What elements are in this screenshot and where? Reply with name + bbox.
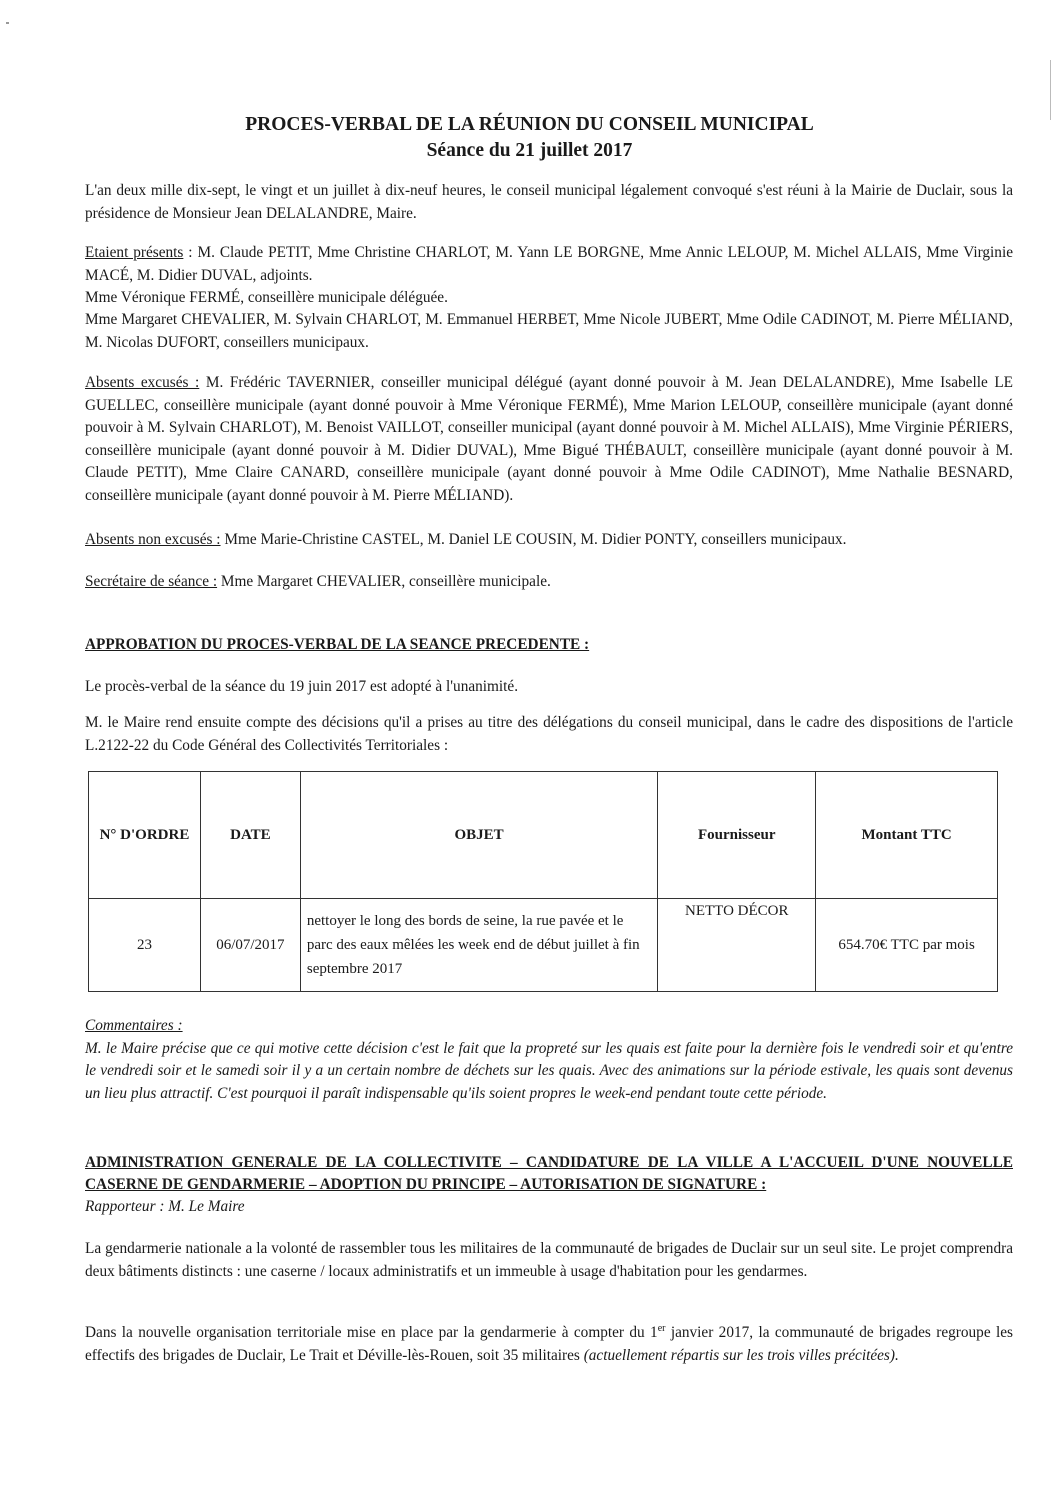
scan-edge: [1050, 60, 1051, 120]
presents-text: : M. Claude PETIT, Mme Christine CHARLOT, M. Yann LE BORGNE, Mme Annic LELOUP, M. Michel ALLAIS, Mme Virginie MACÉ, M. Didier DUVAL, adjoints.: [85, 244, 1013, 284]
presents-label: Etaient présents: [85, 244, 184, 261]
organisation-paragraph: [85, 1318, 1013, 1367]
table-row: [89, 899, 998, 992]
non-excuses-label: Absents non excusés :: [85, 531, 221, 548]
commentaires-block: [85, 1015, 1013, 1105]
organisation-text-b: janvier 2017, la communauté de brigades regroupe les effectifs des brigades de Duclair, Le Trait et Déville-lès-Rouen, soit 35 militaires: [85, 1324, 1013, 1364]
scan-mark: [6, 22, 9, 24]
administration-heading: ADMINISTRATION GENERALE DE LA COLLECTIVITE – CANDIDATURE DE LA VILLE A L'ACCUEIL D'UNE NOUVELLE CASERNE DE GENDARMERIE – ADOPTION DU PRINCIPE – AUTORISATION DE SIGNATURE :: [85, 1154, 1013, 1193]
approbation-heading: APPROBATION DU PROCES-VERBAL DE LA SEANCE PRECEDENTE :: [85, 636, 590, 653]
header-numero: N° D'ORDRE: [89, 772, 201, 899]
session-date: Séance du 21 juillet 2017: [426, 140, 633, 161]
organisation-sup: er: [657, 1323, 666, 1334]
organisation-italic: (actuellement répartis sur les trois villes précitées).: [583, 1346, 899, 1364]
gendarmerie-paragraph: La gendarmerie nationale a la volonté de rassembler tous les militaires de la communauté de brigades de Duclair sur un seul site. Le projet comprendra deux bâtiments distincts : une caserne / locaux administratifs et un immeuble à usage d'habitation pour les gendarmes.: [85, 1240, 1013, 1280]
organisation-text-a: Dans la nouvelle organisation territoriale mise en place par la gendarmerie à compter du 1: [85, 1324, 658, 1342]
cell-objet: nettoyer le long des bords de seine, la rue pavée et le parc des eaux mêlées les week end de début juillet à fin septembre 2017: [300, 899, 657, 992]
non-excuses-text: Mme Marie-Christine CASTEL, M. Daniel LE COUSIN, M. Didier PONTY, conseillers municipaux.: [220, 531, 847, 548]
excuses-label: Absents excusés :: [85, 374, 200, 391]
decisions-table: [88, 771, 998, 992]
cell-date: 06/07/2017: [200, 899, 300, 992]
header-objet: OBJET: [300, 772, 657, 899]
cell-fournisseur: NETTO DÉCOR: [658, 899, 816, 992]
cell-numero: 23: [89, 899, 201, 992]
presents-paragraph: [85, 242, 1013, 287]
non-excuses-paragraph: [85, 529, 1013, 552]
secretaire-label: Secrétaire de séance :: [85, 573, 218, 590]
presents-delegated: Mme Véronique FERMÉ, conseillère municipale déléguée.: [85, 289, 448, 306]
cell-montant: 654.70€ TTC par mois: [816, 899, 998, 992]
excuses-paragraph: [85, 372, 1013, 507]
excuses-text: M. Frédéric TAVERNIER, conseiller municipal délégué (ayant donné pouvoir à M. Jean DELALANDRE), Mme Isabelle LE GUELLEC, conseillère municipale (ayant donné pouvoir à Mme Véronique FERMÉ), Mme Marion LELOUP, conseillère municipale (ayant donné pouvoir à M. Sylvain CHARLOT), M. Benoist VAILLOT, conseiller municipal (ayant donné pouvoir à M. Michel ALLAIS), Mme Virginie PÉRIERS, conseillère municipale (ayant donné pouvoir à M. Didier DUVAL), Mme Bigué THÉBAULT, conseillère municipale (ayant donné pouvoir à M. Claude PETIT), Mme Claire CANARD, conseillère municipale (ayant donné pouvoir à Mme Odile CADINOT), Mme Nathalie BESNARD, conseillère municipale (ayant donné pouvoir à M. Pierre MÉLIAND).: [85, 374, 1014, 504]
header-date: DATE: [200, 772, 300, 899]
rapporteur-line: Rapporteur : M. Le Maire: [85, 1198, 245, 1215]
commentaires-text: M. le Maire précise que ce qui motive cette décision c'est le fait que la propreté sur les quais est faite pour la dernière fois le vendredi soir et qu'entre le vendredi soir et le samedi soir il y a un certain nombre de déchets sur les quais. Avec des animations sur la période estivale, les quais sont devenus un lieu plus attractif. C'est pourquoi il paraît indispensable qu'ils soient propres le week-end pendant toute cette période.: [85, 1039, 1013, 1102]
approbation-text: Le procès-verbal de la séance du 19 juin 2017 est adopté à l'unanimité.: [85, 678, 519, 695]
document-title: PROCES-VERBAL DE LA RÉUNION DU CONSEIL MUNICIPAL: [245, 114, 814, 135]
maire-decisions-text: M. le Maire rend ensuite compte des décisions qu'il a prises au titre des délégations du conseil municipal, dans le cadre des dispositions de l'article L.2122-22 du Code Général des Collectivités Territoriales :: [85, 714, 1013, 754]
intro-paragraph: L'an deux mille dix-sept, le vingt et un juillet à dix-neuf heures, le conseil municipal légalement convoqué s'est réuni à la Mairie de Duclair, sous la présidence de Monsieur Jean DELALANDRE, Maire.: [85, 182, 1013, 222]
header-montant: Montant TTC: [816, 772, 998, 899]
table-header-row: [89, 772, 998, 899]
secretaire-text: Mme Margaret CHEVALIER, conseillère municipale.: [217, 573, 551, 590]
commentaires-label: Commentaires :: [85, 1017, 183, 1034]
presents-councillors: Mme Margaret CHEVALIER, M. Sylvain CHARLOT, M. Emmanuel HERBET, Mme Nicole JUBERT, Mme Odile CADINOT, M. Pierre MÉLIAND, M. Nicolas DUFORT, conseillers municipaux.: [85, 311, 1013, 351]
header-fournisseur: Fournisseur: [658, 772, 816, 899]
secretaire-paragraph: [85, 571, 1013, 594]
